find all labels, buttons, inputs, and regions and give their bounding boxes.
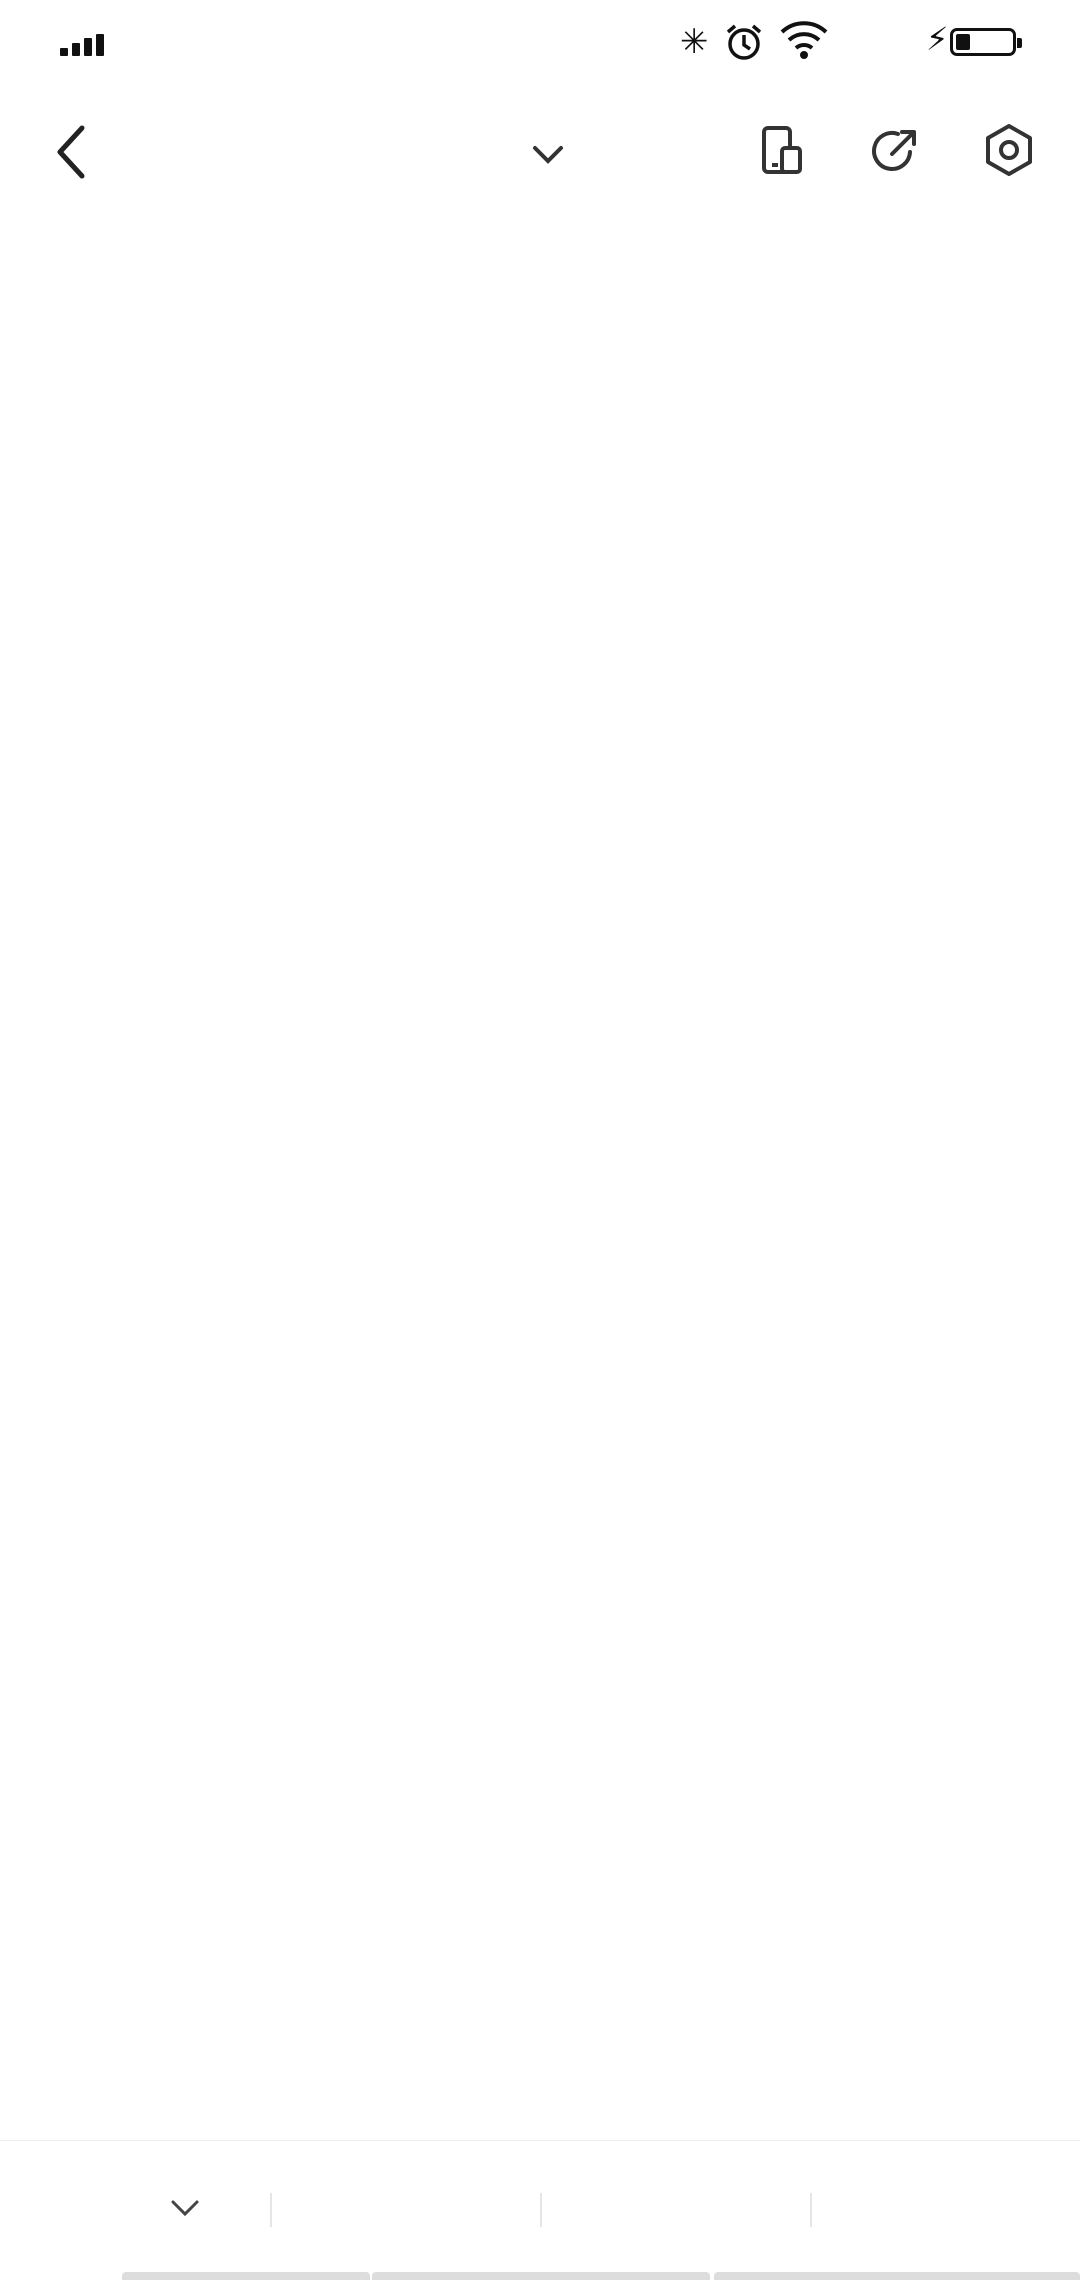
divider [810, 2193, 812, 2227]
trend-table[interactable] [0, 278, 1080, 2140]
status-bar [0, 0, 1080, 80]
app-header [0, 80, 1080, 215]
charging-icon: ⚡ [926, 20, 949, 58]
wifi-icon [780, 18, 828, 62]
scroll-indicator [122, 2272, 370, 2280]
alarm-icon [724, 22, 764, 62]
divider [270, 2193, 272, 2227]
bottom-toolbar [0, 2140, 1080, 2280]
trend-chart-svg [0, 278, 1080, 2140]
battery-icon [950, 28, 1016, 56]
share-icon[interactable] [870, 122, 920, 178]
scroll-indicator [372, 2272, 710, 2280]
bluetooth-icon: ✳ [680, 22, 709, 62]
back-button[interactable] [52, 122, 92, 182]
chevron-down-icon [170, 2197, 200, 2219]
signal-icon [60, 34, 106, 56]
phone-layout-icon[interactable] [760, 122, 804, 178]
settings-icon[interactable] [982, 122, 1036, 178]
chevron-down-icon[interactable] [530, 140, 566, 168]
scroll-indicator [714, 2272, 1080, 2280]
divider [540, 2193, 542, 2227]
